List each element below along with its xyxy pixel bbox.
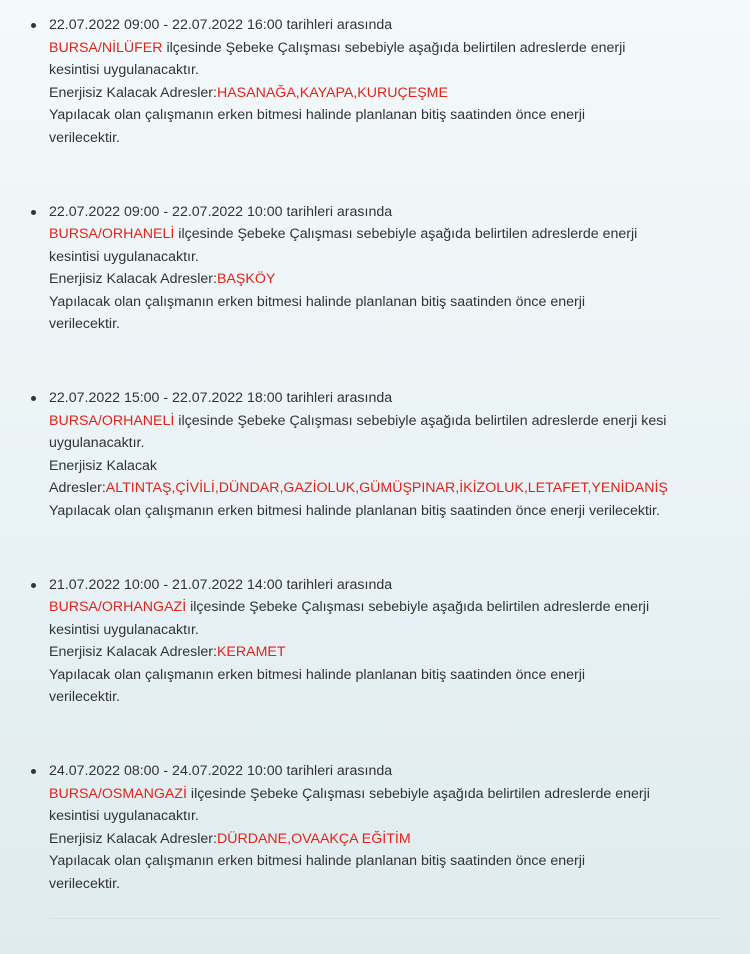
address-line [49, 641, 738, 664]
district-name: BURSA/ORHANELİ [49, 412, 175, 429]
date-range: 21.07.2022 10:00 - 21.07.2022 14:00 tarihleri arasında [49, 576, 393, 593]
description-line [49, 410, 738, 433]
address-label: Enerjisiz Kalacak Adresler: [49, 644, 217, 661]
bullet-icon [31, 583, 36, 588]
early-finish-note: Yapılacak olan çalışmanın erken bitmesi halinde planlanan bitiş saatinden önce enerji [49, 107, 586, 124]
address-list: ALTINTAŞ,ÇİVİLİ,DÜNDAR,GAZİOLUK,GÜMÜŞPINAR,İKİZOLUK,LETAFET,YENİDANİŞ [105, 480, 668, 497]
address-label: Enerjisiz Kalacak Adresler: [49, 84, 217, 101]
list-divider [49, 918, 721, 919]
date-range: 22.07.2022 15:00 - 22.07.2022 18:00 tarihleri arasında [49, 390, 393, 406]
address-label-line: Enerjisiz Kalacak [49, 457, 158, 474]
description-line [49, 37, 738, 60]
outage-notice [0, 14, 738, 201]
early-finish-note-continuation: verilecektir. [49, 875, 120, 892]
bullet-icon [31, 769, 36, 774]
bullet-icon [31, 210, 36, 215]
description-continuation: kesintisi uygulanacaktır. [49, 621, 199, 638]
description-continuation: kesintisi uygulanacaktır. [49, 248, 199, 265]
description-text: ilçesinde Şebeke Çalışması sebebiyle aşağıda belirtilen adreslerde enerji [186, 785, 650, 802]
district-name: BURSA/NİLÜFER [49, 39, 163, 56]
description-text: ilçesinde Şebeke Çalışması sebebiyle aşağıda belirtilen adreslerde enerji kesi [174, 412, 667, 429]
district-name: BURSA/ORHANELİ [49, 226, 175, 243]
outage-notice [0, 574, 738, 761]
description-line [49, 783, 738, 806]
description-continuation: kesintisi uygulanacaktır. [49, 62, 199, 79]
address-list: DÜRDANE,OVAAKÇA EĞİTİM [216, 830, 411, 847]
district-name: BURSA/OSMANGAZİ [49, 785, 187, 802]
bullet-icon [31, 23, 36, 28]
early-finish-note: Yapılacak olan çalışmanın erken bitmesi halinde planlanan bitiş saatinden önce enerji [49, 853, 586, 870]
description-line [49, 223, 738, 246]
bullet-icon [31, 396, 36, 401]
address-line [49, 268, 738, 291]
date-range: 22.07.2022 09:00 - 22.07.2022 16:00 tarihleri arasında [49, 17, 393, 33]
address-label: Enerjisiz Kalacak Adresler: [49, 830, 217, 847]
address-line [49, 477, 738, 500]
address-line [49, 828, 738, 851]
early-finish-note: Yapılacak olan çalışmanın erken bitmesi halinde planlanan bitiş saatinden önce enerji [49, 666, 586, 683]
outage-notice [0, 201, 738, 388]
date-range: 24.07.2022 08:00 - 24.07.2022 10:00 tarihleri arasında [49, 763, 393, 779]
outage-notice [0, 387, 738, 574]
description-text: ilçesinde Şebeke Çalışması sebebiyle aşağıda belirtilen adreslerde enerji [174, 226, 638, 243]
early-finish-note: Yapılacak olan çalışmanın erken bitmesi halinde planlanan bitiş saatinden önce enerji [49, 293, 586, 310]
description-text: ilçesinde Şebeke Çalışması sebebiyle aşağıda belirtilen adreslerde enerji [186, 599, 650, 616]
early-finish-note: Yapılacak olan çalışmanın erken bitmesi halinde planlanan bitiş saatinden önce enerji verilecektir. [49, 502, 660, 519]
address-label: Adresler: [49, 480, 106, 497]
description-line [49, 596, 738, 619]
early-finish-note-continuation: verilecektir. [49, 316, 120, 333]
description-continuation: kesintisi uygulanacaktır. [49, 808, 199, 825]
early-finish-note-continuation: verilecektir. [49, 689, 120, 706]
early-finish-note-continuation: verilecektir. [49, 129, 120, 146]
address-list: HASANAĞA,KAYAPA,KURUÇEŞME [216, 84, 448, 101]
district-name: BURSA/ORHANGAZİ [49, 599, 187, 616]
description-continuation: uygulanacaktır. [49, 435, 145, 452]
address-label: Enerjisiz Kalacak Adresler: [49, 271, 217, 288]
address-list: BAŞKÖY [216, 271, 276, 288]
address-list: KERAMET [216, 644, 286, 661]
address-line [49, 82, 738, 105]
description-text: ilçesinde Şebeke Çalışması sebebiyle aşağıda belirtilen adreslerde enerji [162, 39, 626, 56]
date-range: 22.07.2022 09:00 - 22.07.2022 10:00 tarihleri arasında [49, 203, 393, 220]
